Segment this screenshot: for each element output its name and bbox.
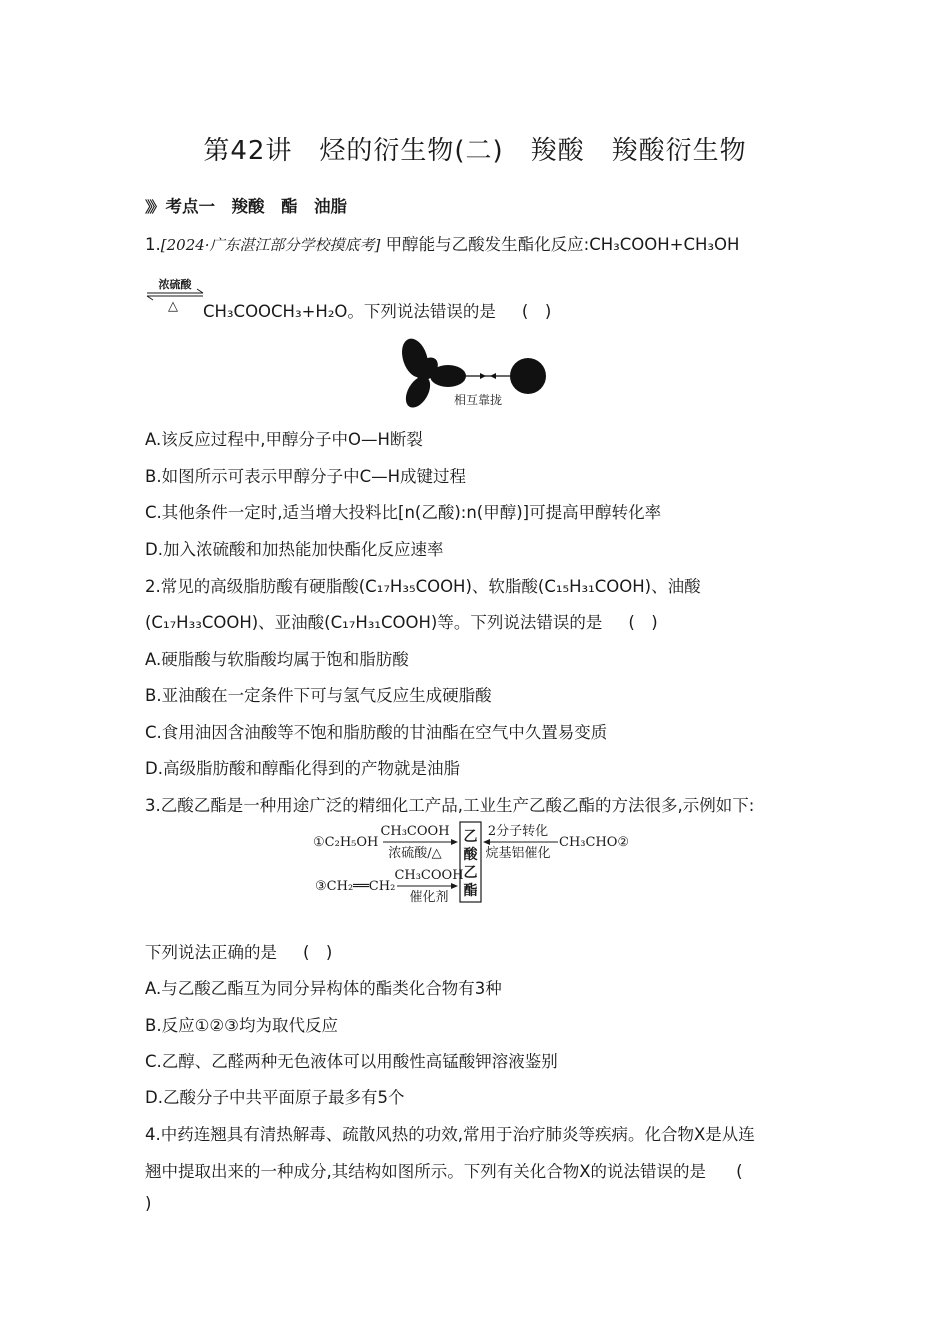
section-marker-icon: 》》 xyxy=(145,198,162,216)
orbital-figure-caption: 相互靠拢 xyxy=(453,393,503,407)
q2-option-d[interactable]: D.高级脂肪酸和醇酯化得到的产物就是油脂 xyxy=(145,759,460,778)
q1-option-a[interactable]: A.该反应过程中,甲醇分子中O—H断裂 xyxy=(145,430,423,449)
q1-stem-line xyxy=(145,231,739,255)
q3-option-b[interactable]: B.反应①②③均为取代反应 xyxy=(145,1016,338,1035)
route-1-reagent: CH₃COOH xyxy=(380,824,450,839)
section-label: 考点一 羧酸 酯 油脂 xyxy=(165,197,348,216)
q3-answer-paren: ( ) xyxy=(303,943,333,962)
product-char-1: 乙 xyxy=(463,829,478,845)
q4-stem-line-1: 4.中药连翘具有清热解毒、疏散风热的功效,常用于治疗肺炎等疾病。化合物X是从连 xyxy=(145,1125,755,1144)
page-title: 第42讲 烃的衍生物(二) 羧酸 羧酸衍生物 xyxy=(203,136,747,166)
q4-stem-line-2 xyxy=(145,1158,743,1182)
q1-option-b[interactable]: B.如图所示可表示甲醇分子中C—H成键过程 xyxy=(145,467,466,486)
synthesis-route-diagram xyxy=(313,820,643,906)
q4-stem-2: 翘中提取出来的一种成分,其结构如图所示。下列有关化合物X的说法错误的是 xyxy=(145,1162,707,1181)
product-char-2: 酸 xyxy=(463,847,478,863)
q3-option-a[interactable]: A.与乙酸乙酯互为同分异构体的酯类化合物有3种 xyxy=(145,979,502,998)
product-char-3: 乙 xyxy=(463,865,478,881)
q1-option-c[interactable]: C.其他条件一定时,适当增大投料比[n(乙酸):n(甲醇)]可提高甲醇转化率 xyxy=(145,503,662,522)
q3-question: 下列说法正确的是 xyxy=(145,943,277,962)
q2-stem-line-1: 2.常见的高级脂肪酸有硬脂酸(C₁₇H₃₅COOH)、软脂酸(C₁₅H₃₁COOH)、油酸 xyxy=(145,577,701,596)
q3-question-line xyxy=(145,939,332,963)
q2-option-c[interactable]: C.食用油因含油酸等不饱和脂肪酸的甘油酯在空气中久置易变质 xyxy=(145,723,608,742)
section-heading xyxy=(145,193,347,217)
q2-stem-line-2 xyxy=(145,609,658,633)
route-1-condition: 浓硫酸/△ xyxy=(388,846,442,861)
reversible-arrow-icon xyxy=(145,276,207,316)
q2-stem-2: (C₁₇H₃₃COOH)、亚油酸(C₁₇H₃₁COOH)等。下列说法错误的是 xyxy=(145,613,603,632)
arrow-condition-bottom: △ xyxy=(168,299,178,314)
route-1-reactant: ①C₂H₅OH xyxy=(313,835,379,850)
q2-option-b[interactable]: B.亚油酸在一定条件下可与氢气反应生成硬脂酸 xyxy=(145,686,492,705)
q1-number: 1. xyxy=(145,235,161,254)
q4-paren-open: ( xyxy=(736,1162,743,1181)
q1-source: [2024·广东湛江部分学校摸底考] xyxy=(160,236,381,254)
orbital-overlap-figure xyxy=(400,336,550,412)
q3-option-d[interactable]: D.乙酸分子中共平面原子最多有5个 xyxy=(145,1088,405,1107)
route-3-reagent: CH₃COOH xyxy=(394,868,464,883)
route-3-reactant: ③CH₂══CH₂ xyxy=(315,879,396,894)
route-2-reactant: CH₃CHO② xyxy=(559,835,630,850)
q1-option-d[interactable]: D.加入浓硫酸和加热能加快酯化反应速率 xyxy=(145,540,444,559)
q4-paren-close: ) xyxy=(145,1194,152,1213)
route-2-reagent: 2分子转化 xyxy=(487,824,549,839)
q1-answer-paren: ( ) xyxy=(521,302,552,321)
route-3-condition: 催化剂 xyxy=(409,890,449,905)
q1-stem: 甲醇能与乙酸发生酯化反应:CH₃COOH+CH₃OH xyxy=(385,235,740,254)
route-2-condition: 烷基铝催化 xyxy=(485,846,551,861)
product-char-4: 酯 xyxy=(463,883,478,899)
q1-stem-line-2 xyxy=(203,298,551,322)
arrow-condition-top: 浓硫酸 xyxy=(158,278,192,291)
q3-option-c[interactable]: C.乙醇、乙醛两种无色液体可以用酸性高锰酸钾溶液鉴别 xyxy=(145,1052,558,1071)
q2-answer-paren: ( ) xyxy=(628,613,658,632)
q1-stem-2: CH₃COOCH₃+H₂O。下列说法错误的是 xyxy=(203,302,496,321)
q3-stem: 3.乙酸乙酯是一种用途广泛的精细化工产品,工业生产乙酸乙酯的方法很多,示例如下: xyxy=(145,796,755,815)
q2-option-a[interactable]: A.硬脂酸与软脂酸均属于饱和脂肪酸 xyxy=(145,650,409,669)
